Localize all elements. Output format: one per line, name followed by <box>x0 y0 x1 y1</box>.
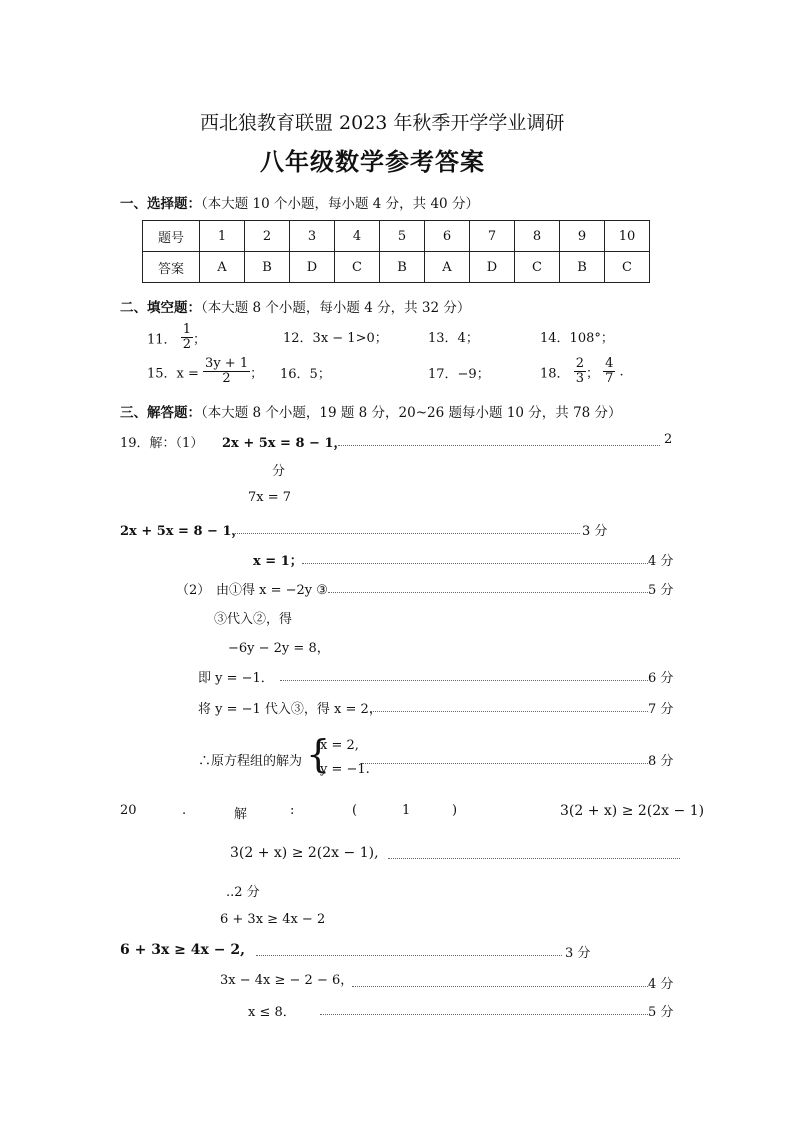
answer-cell: B <box>380 252 425 283</box>
answer-cell: D <box>470 252 515 283</box>
question-number-cell: 10 <box>605 221 650 252</box>
q19-part2-line-6-score: 8 分 <box>648 754 674 769</box>
q19-part2-line-1-score: 5 分 <box>648 583 674 598</box>
answer-q14: 14．108°； <box>540 331 614 346</box>
q15-denominator: 2 <box>222 371 231 387</box>
section-solve-heading <box>120 401 622 421</box>
dot-leader <box>232 525 580 534</box>
q19-part2-line-4: 即 y = −1． <box>198 671 274 686</box>
q11-denominator: 2 <box>182 337 191 353</box>
answer-cell: C <box>605 252 650 283</box>
answer-cell: C <box>335 252 380 283</box>
table-header-cell: 题号 <box>143 221 200 252</box>
q20-line-3: 6 + 3x ≥ 4x − 2, <box>120 942 245 958</box>
q20-heading-number: 20 <box>120 803 137 818</box>
q19-line-4-score: 4 分 <box>648 554 674 569</box>
q11-sep: ； <box>192 332 206 348</box>
q15-label: 15．x = <box>147 366 199 382</box>
section-choice-note: （本大题 10 个小题，每小题 4 分，共 40 分） <box>201 196 479 212</box>
q20-line-5: x ≤ 8． <box>248 1005 296 1020</box>
q20-line-4-score: 4 分 <box>648 977 674 992</box>
q11-fraction <box>181 323 193 353</box>
section-fill-heading <box>120 296 470 316</box>
q18-b-numerator: 4 <box>605 356 614 371</box>
answer-cell: A <box>425 252 470 283</box>
section-choice-name: 一、选择题： <box>120 196 201 212</box>
q19-system-eq-2: y = −1. <box>320 762 370 777</box>
q20-line-3-score: 3 分 <box>565 946 591 961</box>
document-subtitle: 八年级数学参考答案 <box>260 148 485 176</box>
q18-fraction-a <box>574 357 586 387</box>
dot-leader <box>320 1006 648 1015</box>
answer-cell: D <box>290 252 335 283</box>
q20-line-1: 3(2 + x) ≥ 2(2x − 1), <box>230 845 379 861</box>
table-header-cell: 答案 <box>143 252 200 283</box>
question-number-cell: 3 <box>290 221 335 252</box>
answer-q17: 17．−9； <box>428 367 490 382</box>
q11-numerator: 1 <box>182 322 191 337</box>
q19-part2-label: （2） <box>176 583 211 598</box>
q19-line-1-score-unit: 分 <box>272 464 286 479</box>
q15-sep: ； <box>250 366 264 382</box>
answer-cell: C <box>515 252 560 283</box>
answer-q15 <box>147 357 263 387</box>
dot-leader <box>302 555 648 564</box>
question-number-cell: 4 <box>335 221 380 252</box>
q20-heading-rparen: ) <box>452 803 458 818</box>
answer-q11 <box>147 323 206 353</box>
dot-leader <box>328 584 648 593</box>
dot-leader <box>370 703 648 712</box>
q20-line-5-score: 5 分 <box>648 1005 674 1020</box>
section-solve-note: （本大题 8 个小题，19 题 8 分，20~26 题每小题 10 分，共 78 分） <box>201 405 622 421</box>
q20-line-1-score: ..2 分 <box>226 885 260 900</box>
answer-cell: A <box>200 252 245 283</box>
question-number-cell: 8 <box>515 221 560 252</box>
q18-a-numerator: 2 <box>575 356 584 371</box>
q19-part2-line-5: 将 y = −1 代入③，得 x = 2， <box>198 702 382 717</box>
system-brace: { <box>306 732 331 776</box>
q18-fraction-b <box>603 357 615 387</box>
section-fill-note: （本大题 8 个小题，每小题 4 分，共 32 分） <box>201 300 471 316</box>
answer-q13: 13．4； <box>428 331 479 346</box>
answer-table-number-row <box>143 221 650 252</box>
dot-leader <box>362 755 648 764</box>
q20-line-2: 6 + 3x ≥ 4x − 2 <box>220 912 326 927</box>
q20-heading-dot: . <box>182 803 187 818</box>
dot-leader <box>352 978 648 987</box>
question-number-cell: 2 <box>245 221 290 252</box>
question-number-cell: 1 <box>200 221 245 252</box>
dot-leader <box>256 947 562 956</box>
q18-end: . <box>619 364 624 380</box>
q20-heading-jie: 解 <box>234 807 248 822</box>
question-number-cell: 9 <box>560 221 605 252</box>
q19-line-1-score: 2 <box>664 432 673 447</box>
q19-line-3-score: 3 分 <box>582 524 608 539</box>
dot-leader <box>338 437 660 446</box>
q19-line-3: 2x + 5x = 8 − 1， <box>120 524 245 539</box>
section-choice-heading <box>120 192 479 212</box>
q18-label: 18． <box>540 366 570 382</box>
question-number-cell: 6 <box>425 221 470 252</box>
q19-part2-line-2: ③代入②，得 <box>214 612 293 627</box>
answer-table <box>142 220 650 283</box>
q15-numerator: 3y + 1 <box>205 356 249 371</box>
q18-sep: ； <box>585 366 599 382</box>
q11-label: 11． <box>147 332 177 348</box>
q15-fraction <box>203 357 250 387</box>
section-fill-name: 二、填空题： <box>120 300 201 316</box>
q19-line-4: x = 1； <box>253 554 303 569</box>
q19-part2-line-3: −6y − 2y = 8， <box>228 641 330 656</box>
q20-line-4: 3x − 4x ≥ − 2 − 6， <box>220 973 354 988</box>
answer-cell: B <box>245 252 290 283</box>
answer-q16: 16．5； <box>280 367 331 382</box>
q20-heading-colon: : <box>290 803 295 818</box>
q19-part2-line-1: 由①得 x = −2y ③ <box>216 583 328 598</box>
q20-heading-lparen: ( <box>352 803 358 818</box>
q19-part2-line-5-score: 7 分 <box>648 702 674 717</box>
q18-a-denominator: 3 <box>575 371 584 387</box>
dot-leader <box>280 672 648 681</box>
q19-part2-line-6: ∴原方程组的解为 <box>198 754 303 769</box>
q19-system-eq-1: x = 2, <box>320 738 359 753</box>
question-number-cell: 7 <box>470 221 515 252</box>
q19-part2-line-4-score: 6 分 <box>648 671 674 686</box>
dot-leader <box>388 850 680 859</box>
answer-q12: 12．3x − 1>0； <box>283 331 388 346</box>
q18-b-denominator: 7 <box>605 371 614 387</box>
q19-line-2: 7x = 7 <box>248 490 292 505</box>
section-solve-name: 三、解答题： <box>120 405 201 421</box>
question-number-cell: 5 <box>380 221 425 252</box>
q20-heading-part: 1 <box>402 803 411 818</box>
answer-table-answer-row <box>143 252 650 283</box>
q19-line-1: 2x + 5x = 8 − 1， <box>222 436 347 451</box>
q20-heading-expr: 3(2 + x) ≥ 2(2x − 1) <box>560 803 705 819</box>
q19-heading: 19．解：（1） <box>120 436 204 451</box>
answer-cell: B <box>560 252 605 283</box>
document-title: 西北狼教育联盟 2023 年秋季开学学业调研 <box>200 112 565 134</box>
answer-q18 <box>540 357 624 387</box>
